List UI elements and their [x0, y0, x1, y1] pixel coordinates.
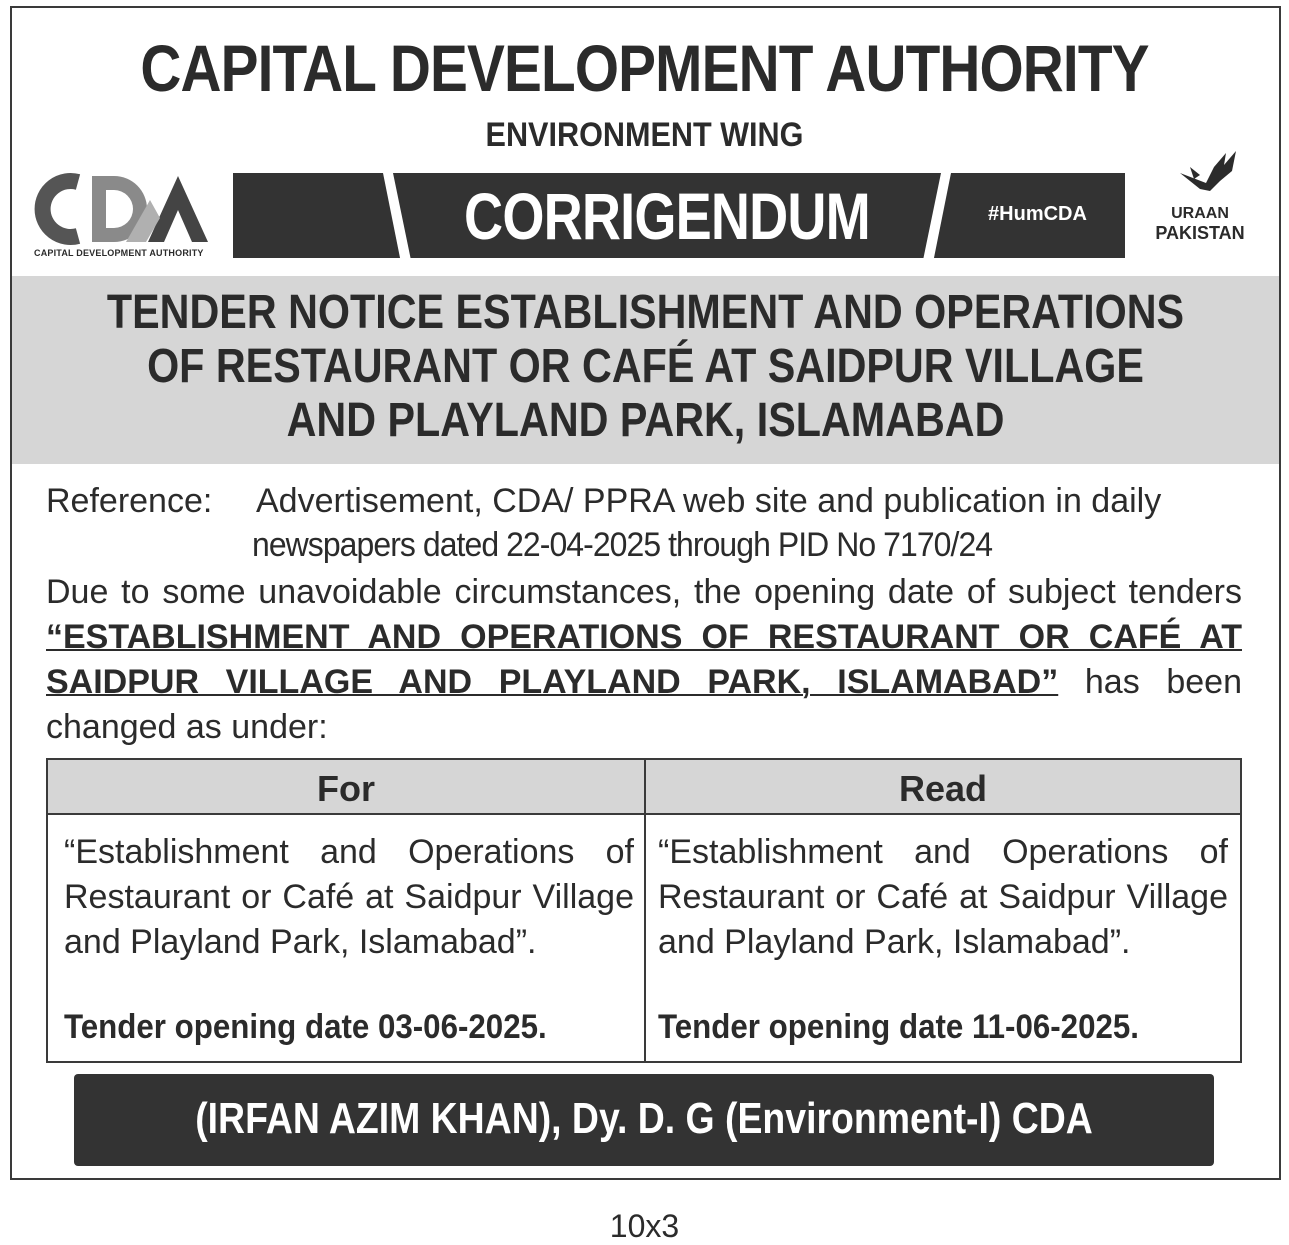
- body-outro: has been changed as under:: [46, 663, 1242, 746]
- for-cell-date: Tender opening date 03-06-2025.: [64, 1008, 547, 1046]
- cda-logo-icon: [30, 170, 220, 248]
- table-header-for: [48, 760, 644, 815]
- wing-title: ENVIRONMENT WING: [485, 116, 804, 154]
- body-paragraph: [46, 570, 1242, 750]
- table-header-for-label: For: [317, 768, 375, 809]
- uraan-line1: URAAN: [1171, 205, 1229, 222]
- eagle-icon: [1140, 145, 1260, 205]
- uraan-pakistan-logo: [1140, 145, 1260, 265]
- body-emphasis: “ESTABLISHMENT AND OPERATIONS OF RESTAURANT OR CAFÉ AT SAIDPUR VILLAGE AND PLAYLAND PARK, ISLAMABAD”: [46, 618, 1242, 701]
- ad-size-code: 10x3: [609, 1208, 680, 1244]
- read-cell-text: “Establishment and Operations of Restaurant or Café at Saidpur Village and Playland Park, Islamabad”.: [658, 833, 1228, 961]
- table-header-read-label: Read: [898, 768, 988, 809]
- organization-title: CAPITAL DEVELOPMENT AUTHORITY: [140, 31, 1149, 105]
- hashtag-label: #HumCDA: [988, 203, 1087, 225]
- for-cell-text: “Establishment and Operations of Restaurant or Café at Saidpur Village and Playland Park, Islamabad”.: [64, 833, 634, 961]
- reference-line2: newspapers dated 22-04-2025 through PID No 7170/24: [252, 526, 993, 564]
- table-header-read: [646, 760, 1240, 815]
- subject-heading: TENDER NOTICE ESTABLISHMENT AND OPERATIONS OF RESTAURANT OR CAFÉ AT SAIDPUR VILLAGE AND PLAYLAND PARK, ISLAMABAD: [106, 286, 1185, 447]
- reference-label: Reference:: [46, 482, 213, 520]
- corrigendum-table: [46, 758, 1242, 1063]
- cda-logo-caption: CAPITAL DEVELOPMENT AUTHORITY: [34, 248, 204, 258]
- corrigendum-title: CORRIGENDUM: [464, 179, 870, 253]
- read-cell-date: Tender opening date 11-06-2025.: [658, 1008, 1139, 1046]
- uraan-line2: PAKISTAN: [1155, 223, 1245, 243]
- reference-line1: Advertisement, CDA/ PPRA web site and publication in daily: [256, 482, 1162, 520]
- cda-logo: [30, 170, 220, 262]
- signature-text: (IRFAN AZIM KHAN), Dy. D. G (Environment-I) CDA: [195, 1094, 1093, 1143]
- table-divider: [644, 760, 646, 1061]
- body-intro: Due to some unavoidable circumstances, the opening date of subject tenders: [46, 573, 1242, 611]
